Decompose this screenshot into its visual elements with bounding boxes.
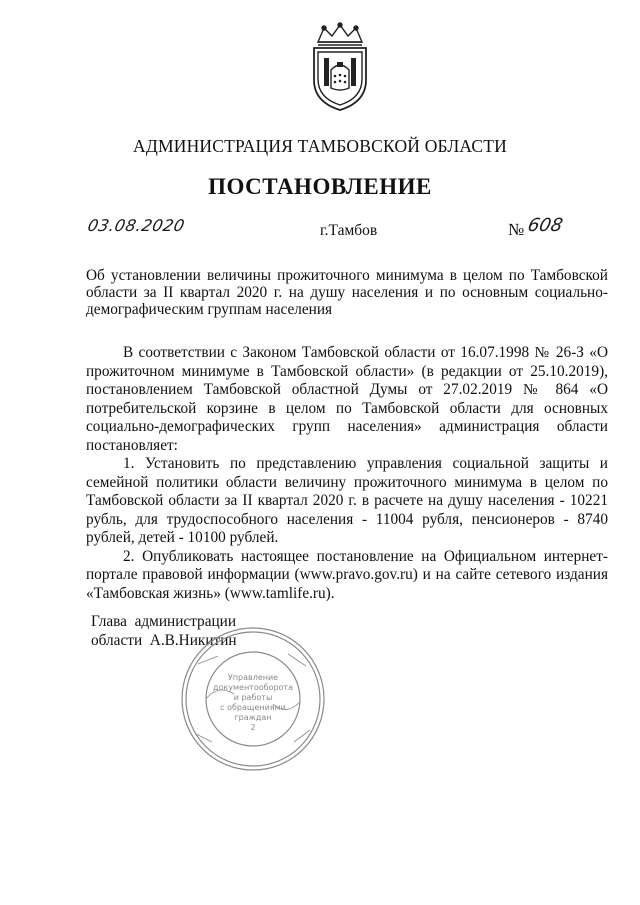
document-body xyxy=(86,344,608,603)
preamble-paragraph: В соответствии с Законом Тамбовской области от 16.07.1998 № 26-З «О прожиточном минимуме в Тамбовской области» (в редакции от 25.10.2019), постановлением Тамбовской областной Думы от 27.02.2019 № 864 «О потребительской корзине в целом по Тамбовской области для основных социально-демографических групп населения» администрация области постановляет: xyxy=(86,344,608,454)
number-label: № xyxy=(508,220,525,239)
signature-position: Глава администрации xyxy=(91,613,237,630)
item-2-paragraph: 2. Опубликовать настоящее постановление на Официальном интернет-портале правовой информации (www.pravo.gov.ru) и на сайте сетевого издания «Тамбовская жизнь» (www.tamlife.ru). xyxy=(86,547,608,602)
document-city: г.Тамбов xyxy=(320,222,378,239)
document-number: 608 xyxy=(525,215,565,236)
stamp-line-3: и работы xyxy=(233,693,273,702)
stamp-line-1: Управление xyxy=(227,673,279,682)
item-1-paragraph: 1. Установить по представлению управления социальной защиты и семейной политики области величину прожиточного минимума в целом по Тамбовской области за II квартал 2020 г. в расчете на душу населения - 10221 рубль, для трудоспособного населения - 11004 рубля, пенсионеров - 8740 рублей, детей - 10100 рублей. xyxy=(86,455,608,546)
organization-title: АДМИНИСТРАЦИЯ ТАМБОВСКОЙ ОБЛАСТИ xyxy=(133,136,507,156)
signature-name: области А.В.Никитин xyxy=(91,632,237,649)
stamp-line-4: с обращениями xyxy=(220,703,286,712)
document-type-title: ПОСТАНОВЛЕНИЕ xyxy=(208,174,432,199)
document-subject: Об установлении величины прожиточного минимума в целом по Тамбовской области за II квартал 2020 г. на душу населения и по основным социально-демографическим группам населения xyxy=(86,267,608,318)
official-stamp xyxy=(178,624,328,774)
document-date: 03.08.2020 xyxy=(85,216,187,235)
stamp-line-6: 2 xyxy=(250,723,256,732)
stamp-line-5: граждан xyxy=(234,713,272,722)
coat-of-arms-icon xyxy=(304,22,376,112)
stamp-line-2: документооборота xyxy=(213,683,293,692)
